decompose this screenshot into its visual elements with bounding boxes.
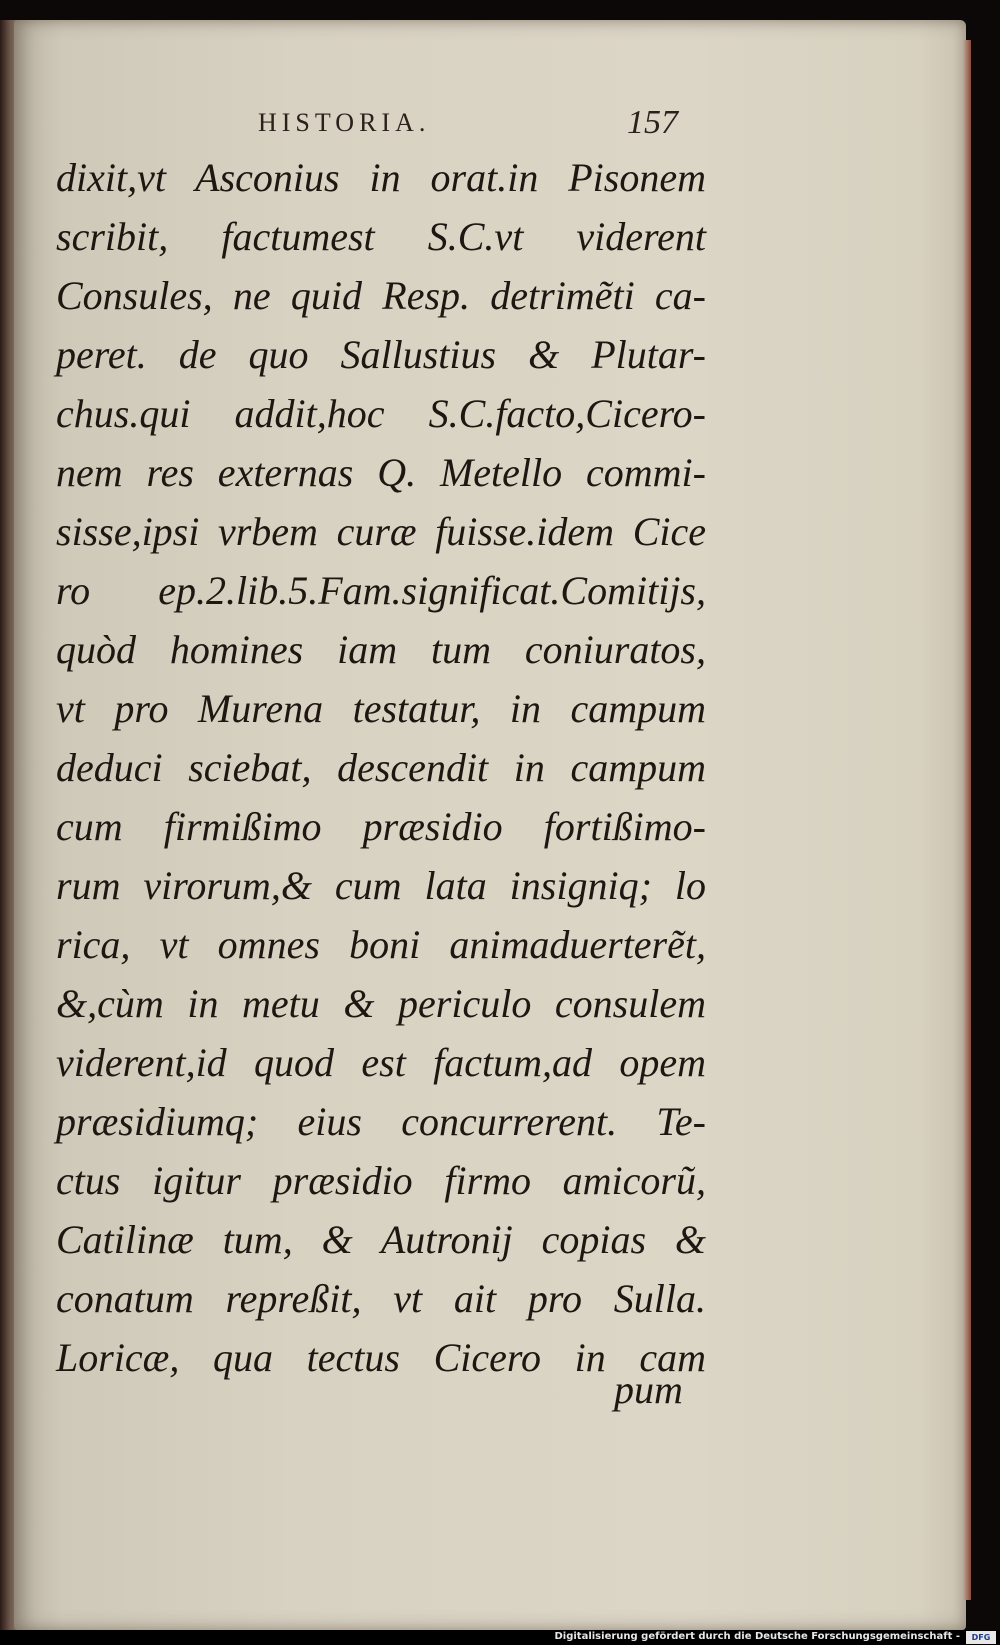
- text-line: Consules, ne quid Resp. detrimẽti ca-: [56, 273, 706, 318]
- text-line: sisse,ipsi vrbem curæ fuisse.idem Cice: [56, 509, 706, 554]
- page-header: [0, 104, 1000, 144]
- text-line: vt pro Murena testatur, in campum: [56, 686, 706, 731]
- page-number: 157: [627, 104, 678, 141]
- running-head: HISTORIA.: [258, 108, 431, 137]
- text-line: rica, vt omnes boni animaduerterẽt,: [56, 922, 706, 967]
- text-line: &,cùm in metu & periculo consulem: [56, 981, 706, 1026]
- text-line: Loricæ, qua tectus Cicero in cam: [56, 1335, 706, 1380]
- text-line: nem res externas Q. Metello commi-: [56, 450, 706, 495]
- text-line: ro ep.2.lib.5.Fam.significat.Comitijs,: [56, 568, 706, 613]
- text-block: [56, 148, 706, 1387]
- text-line: deduci sciebat, descendit in campum: [56, 745, 706, 790]
- text-line: viderent,id quod est factum,ad opem: [56, 1040, 706, 1085]
- catchword: pum: [614, 1367, 683, 1412]
- text-line: Catilinæ tum, & Autronij copias &: [56, 1217, 706, 1262]
- text-line: rum virorum,& cum lata insigniq; lo: [56, 863, 706, 908]
- text-line: chus.qui addit,hoc S.C.facto,Cicero-: [56, 391, 706, 436]
- text-line: cum firmißimo præsidio fortißimo-: [56, 804, 706, 849]
- text-line: conatum repreßit, vt ait pro Sulla.: [56, 1276, 706, 1321]
- text-line: ctus igitur præsidio firmo amicorũ,: [56, 1158, 706, 1203]
- page-fore-edge: [963, 40, 971, 1600]
- digitization-footer: [0, 1630, 1000, 1645]
- text-line: dixit,vt Asconius in orat.in Pisonem: [56, 155, 706, 200]
- text-line: scribit, factumest S.C.vt viderent: [56, 214, 706, 259]
- funding-credit: Digitalisierung gefördert durch die Deutsche Forschungsgemeinschaft -: [554, 1631, 960, 1642]
- text-line: quòd homines iam tum coniuratos,: [56, 627, 706, 672]
- text-line: peret. de quo Sallustius & Plutar-: [56, 332, 706, 377]
- dfg-logo: DFG: [966, 1631, 996, 1644]
- text-line: præsidiumq; eius concurrerent. Te-: [56, 1099, 706, 1144]
